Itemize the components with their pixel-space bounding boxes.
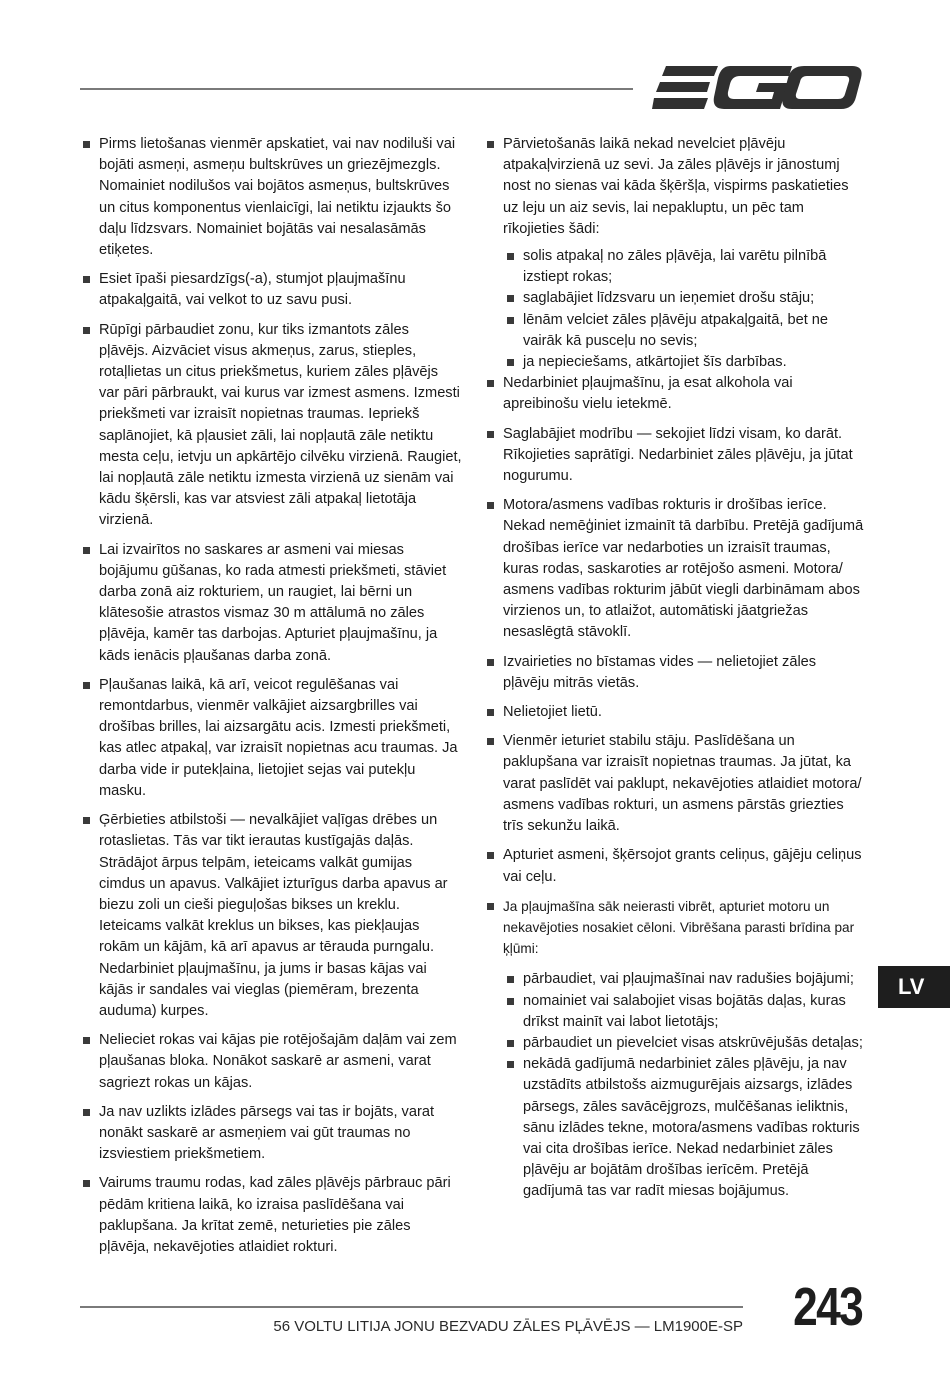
list-item: Apturiet asmeni, šķērsojot grants celiņus, gājēju celiņus vai ceļu. — [486, 845, 864, 887]
list-item: Ja nav uzlikts izlādes pārsegs vai tas ir bojāts, varat nonākt saskarē ar asmeņiem vai gūt traumas no izsviestiem priekšmetiem. — [82, 1102, 462, 1166]
footer-title: 56 VOLTU LITIJA JONU BEZVADU ZĀLES PĻĀVĒJS — LM1900E-SP — [273, 1318, 743, 1335]
sub-list — [503, 246, 864, 373]
sub-list-item: nekādā gadījumā nedarbiniet zāles pļāvēju, ja nav uzstādīts atbilstošs aizmugurējais aizsargs, izlādes pārsegs, zāles savācējgrozs, mulčēšanas ieliktnis, sānu izlādes tekne, motora/asmens vadības rokturis vai cita drošības ierīce. Nekad nedarbiniet zāles pļāvēju ar bojātām drošības ierīcēm. Pretējā gadījumā tas var radīt miesas bojājumus. — [503, 1054, 864, 1202]
sub-list-item: pārbaudiet un pievelciet visas atskrūvējušās detaļas; — [503, 1033, 864, 1054]
list-item: Izvairieties no bīstamas vides — nelietojiet zāles pļāvēju mitrās vietās. — [486, 652, 864, 694]
list-item: Pļaušanas laikā, kā arī, veicot regulēšanas vai remontdarbus, vienmēr valkājiet aizsargbrilles vai drošības brilles, lai aizsargātu acis. Izmesti priekšmeti, kas atlec atpakaļ, var izraisīt nopietnas acu traumas. Ja darba vide ir putekļaina, lietojiet sejas vai putekļu masku. — [82, 675, 462, 802]
list-item — [486, 896, 864, 1203]
page-number: 243 — [793, 1277, 862, 1337]
left-column — [82, 134, 462, 1266]
sub-list-item: pārbaudiet, vai pļaujmašīnai nav radušies bojājumi; — [503, 969, 864, 990]
list-item: Saglabājiet modrību — sekojiet līdzi visam, ko darāt. Rīkojieties saprātīgi. Nedarbiniet zāles pļāvēju, ja jūtat nogurumu. — [486, 424, 864, 488]
list-item: Nelieciet rokas vai kājas pie rotējošajām daļām vai zem pļaušanas bloka. Nonākot saskarē ar asmeni, varat sagriezt rokas un kājas. — [82, 1030, 462, 1094]
language-tab: LV — [878, 966, 950, 1008]
list-item: Nelietojiet lietū. — [486, 702, 864, 723]
sub-list-item: solis atpakaļ no zāles pļāvēja, lai varētu pilnībā izstiept rokas; — [503, 246, 864, 288]
ego-logo — [652, 64, 862, 112]
list-item: Rūpīgi pārbaudiet zonu, kur tiks izmantots zāles pļāvējs. Aizvāciet visus akmeņus, zarus, stieples, rotaļlietas un citus priekšmetus, kuriem zāles pļāvējs var pāri pārbraukt, vai kurus var izmest asmens. Izmesti priekšmeti var izraisīt nopietnas traumas. Iepriekš saplānojiet, kā pļausiet zāli, lai nopļautā zāle netiktu mesta ceļu, ietvju un apkārtējo cilvēku virzienā. Raugiet, lai nopļautā zāle netiktu izmesta virzienā uz sienām vai kādu šķērsli, kas var atsviest zāli atpakaļ lietotāja virzienā. — [82, 320, 462, 532]
sub-list-item: lēnām velciet zāles pļāvēju atpakaļgaitā, bet ne vairāk kā pusceļu no sevis; — [503, 310, 864, 352]
sub-list-item: ja nepieciešams, atkārtojiet šīs darbības. — [503, 352, 864, 373]
sub-list-item: nomainiet vai salabojiet visas bojātās daļas, kuras drīkst mainīt vai labot lietotājs; — [503, 991, 864, 1033]
list-item — [486, 134, 864, 373]
list-item: Ģērbieties atbilstoši — nevalkājiet vaļīgas drēbes un rotaslietas. Tās var tikt ierautas kustīgajās daļās. Strādājot ārpus telpām, ieteicams valkāt gumijas cimdus un apavus. Valkājiet izturīgus darba apavus ar biezu zoli un cieši pieguļošas bikses un kreklu. Ieteicams valkāt kreklus un bikses, kas piekļaujas rokām un kājām, kā arī apavus ar tērauda purngalu. Nedarbiniet pļaujmašīnu, ja jums ir basas kājas vai kājās ir sandales vai vieglas (piemēram, brezenta auduma) kurpes. — [82, 810, 462, 1022]
list-item: Nedarbiniet pļaujmašīnu, ja esat alkohola vai apreibinošu vielu ietekmē. — [486, 373, 864, 415]
right-column — [486, 134, 864, 1203]
sub-list — [503, 969, 864, 1202]
header-rule — [80, 88, 633, 90]
list-item-text: Ja pļaujmašīna sāk neierasti vibrēt, apturiet motoru un nekavējoties nosakiet cēloni. Vibrēšana parasti brīdina par ķļūmi: — [503, 898, 855, 957]
list-item: Motora/asmens vadības rokturis ir drošības ierīce. Nekad nemēģiniet izmainīt tā darbību. Pretējā gadījumā drošības ierīce var nedarboties un izraisīt traumas, kuras rodas, saskaroties ar rotējošo asmeni. Motora/ asmens vadības rokturim jābūt viegli darbināmam abos virzienos un, to atlaižot, automātiski jāatgriežas nesaslēgtā stāvoklī. — [486, 495, 864, 643]
footer-rule — [80, 1306, 743, 1308]
list-item-text: Pārvietošanās laikā nekad nevelciet pļāvēju atpakaļvirzienā uz sevi. Ja zāles pļāvējs ir jānostumj nost no sienas vai kāda šķēršļa, vispirms paskatieties uz leju un aiz sevis, lai nepakluptu, un pēc tam rīkojieties šādi: — [503, 136, 849, 237]
list-item: Vienmēr ieturiet stabilu stāju. Paslīdēšana un paklupšana var izraisīt nopietnas traumas. Ja jūtat, ka varat paslīdēt vai paklupt, nekavējoties atlaidiet motora/ asmens vadības rokturi, un asmens pārstās griezties trīs sekunžu laikā. — [486, 731, 864, 837]
list-item: Esiet īpaši piesardzīgs(-a), stumjot pļaujmašīnu atpakaļgaitā, vai velkot to uz savu pusi. — [82, 269, 462, 311]
sub-list-item: saglabājiet līdzsvaru un ieņemiet drošu stāju; — [503, 288, 864, 309]
list-item: Pirms lietošanas vienmēr apskatiet, vai nav nodiluši vai bojāti asmeņi, asmeņu bultskrūves un griezējmezgls. Nomainiet nodilušos vai bojātos asmeņus, bultskrūves un citus komponentus vienlaicīgi, lai netiktu izjaukts šo daļu līdzsvars. Nomainiet bojātās vai nesalasāmās etiķetes. — [82, 134, 462, 261]
list-item: Vairums traumu rodas, kad zāles pļāvējs pārbrauc pāri pēdām kritiena laikā, ko izraisa paslīdēšana vai paklupšana. Ja krītat zemē, neturieties pie zāles pļāvēja, nekavējoties atlaidiet rokturi. — [82, 1173, 462, 1258]
list-item: Lai izvairītos no saskares ar asmeni vai miesas bojājumu gūšanas, ko rada atmesti priekšmeti, stāviet darba zonā aiz rokturiem, un raugiet, lai bērni un klātesošie atrastos vismaz 30 m attālumā no zāles pļāvēja, kamēr tas darbojas. Apturiet pļaujmašīnu, ja kāds ienācis pļaušanas darba zonā. — [82, 540, 462, 667]
